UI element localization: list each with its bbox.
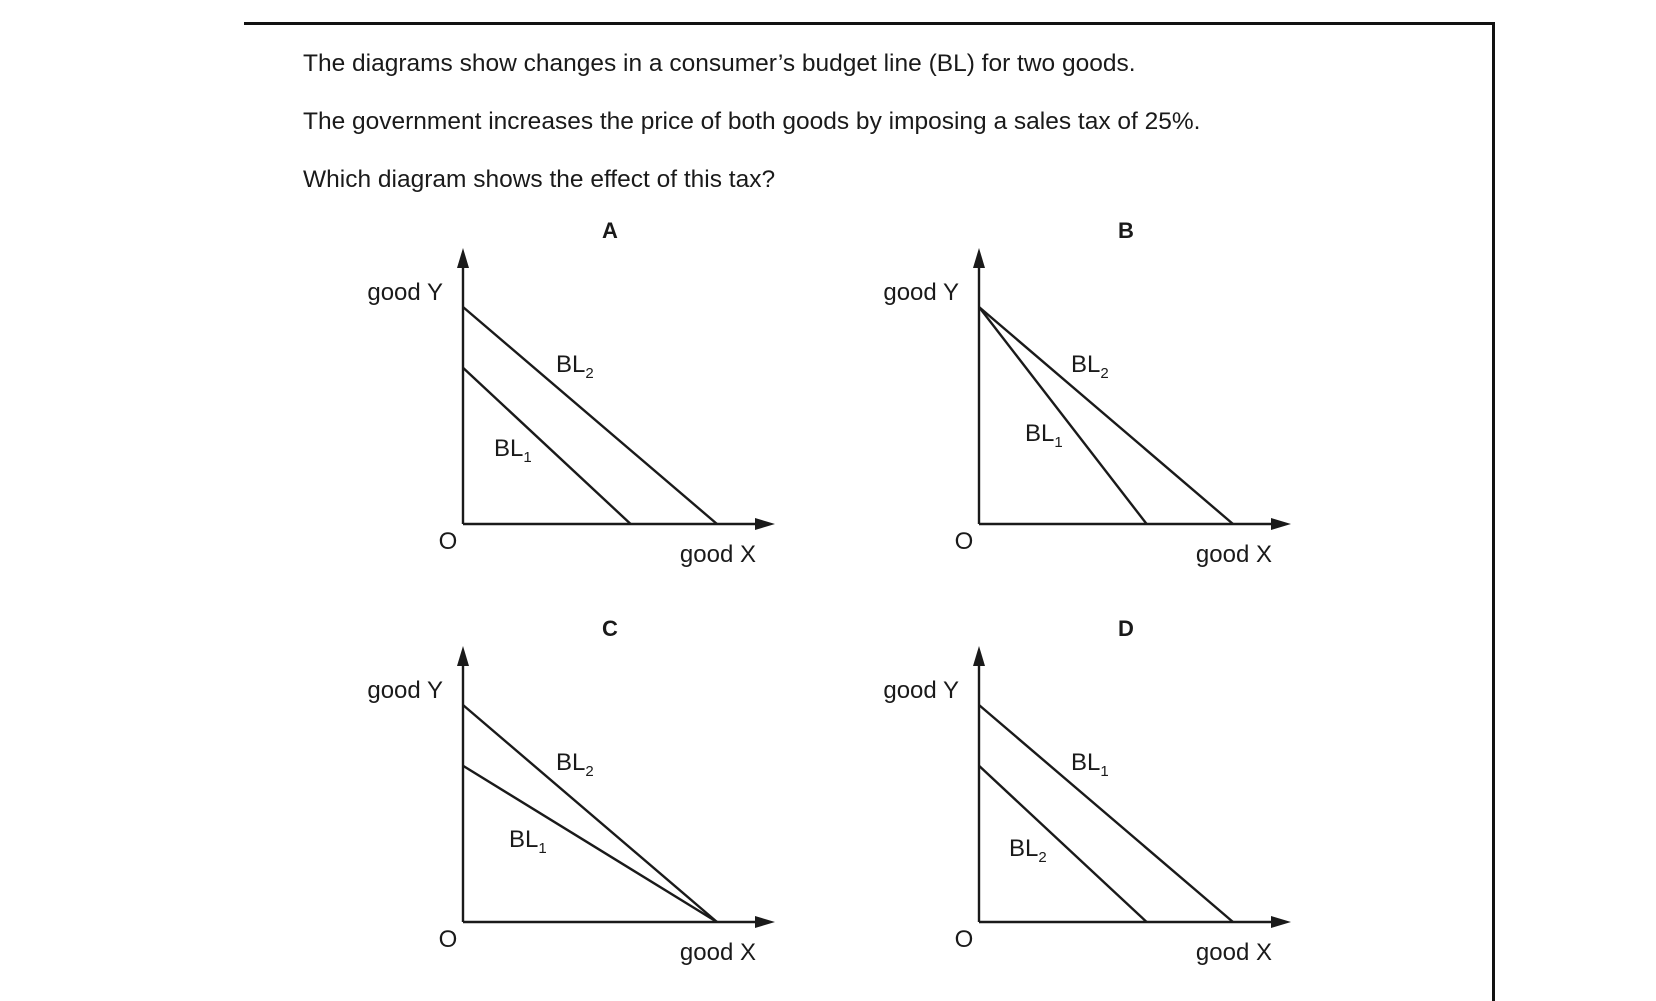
x-axis-label: good X — [1195, 939, 1272, 966]
budget-line-label-subscript: 2 — [1100, 365, 1109, 382]
x-axis-arrow-icon — [755, 916, 775, 928]
budget-line-label-name: BL — [494, 435, 524, 462]
budget-line-label-subscript: 1 — [538, 840, 547, 857]
budget-line-label — [1071, 351, 1109, 382]
budget-line-label-subscript: 1 — [523, 449, 532, 466]
panel-letter: C — [602, 616, 618, 641]
origin-label: O — [438, 926, 458, 953]
x-axis-arrow-icon — [755, 518, 775, 530]
budget-line-label-name: BL — [1025, 420, 1055, 447]
panel-d — [883, 616, 1291, 966]
y-axis-label: good Y — [367, 279, 443, 306]
budget-line-label — [556, 351, 594, 382]
budget-line-bl1 — [463, 766, 717, 922]
budget-line-label-name: BL — [556, 351, 586, 378]
budget-line-bl1 — [979, 307, 1147, 524]
budget-line-label-name: BL — [556, 749, 586, 776]
panel-c — [367, 616, 775, 966]
y-axis-arrow-icon — [973, 248, 985, 268]
budget-line-label-name: BL — [1071, 749, 1101, 776]
budget-line-bl2 — [463, 307, 717, 524]
x-axis-arrow-icon — [1271, 916, 1291, 928]
budget-line-bl1 — [979, 705, 1233, 922]
question-text-line-3: Which diagram shows the effect of this tax? — [303, 166, 776, 193]
y-axis-arrow-icon — [457, 646, 469, 666]
panel-letter: A — [602, 218, 618, 243]
budget-line-bl1 — [463, 368, 631, 524]
budget-line-label — [494, 435, 532, 466]
panel-a — [367, 218, 775, 568]
question-text-line-2: The government increases the price of both goods by imposing a sales tax of 25%. — [303, 108, 1201, 135]
y-axis-arrow-icon — [973, 646, 985, 666]
budget-line-label — [556, 749, 594, 780]
budget-line-label-name: BL — [509, 826, 539, 853]
x-axis-label: good X — [679, 939, 756, 966]
origin-label: O — [954, 528, 974, 555]
x-axis-arrow-icon — [1271, 518, 1291, 530]
budget-line-label-subscript: 1 — [1100, 763, 1109, 780]
budget-line-label — [1025, 420, 1063, 451]
panel-b — [883, 218, 1291, 568]
y-axis-label: good Y — [367, 677, 443, 704]
budget-line-bl2 — [979, 766, 1147, 922]
y-axis-arrow-icon — [457, 248, 469, 268]
budget-line-label-subscript: 2 — [585, 365, 594, 382]
budget-line-label — [509, 826, 547, 857]
y-axis-label: good Y — [883, 279, 959, 306]
budget-line-label-subscript: 2 — [585, 763, 594, 780]
budget-line-label-subscript: 1 — [1054, 434, 1063, 451]
budget-line-label-name: BL — [1071, 351, 1101, 378]
budget-line-bl2 — [463, 705, 717, 922]
panel-letter: B — [1118, 218, 1134, 243]
question-text-line-1: The diagrams show changes in a consumer’s budget line (BL) for two goods. — [303, 50, 1136, 77]
budget-line-label-name: BL — [1009, 835, 1039, 862]
origin-label: O — [438, 528, 458, 555]
x-axis-label: good X — [679, 541, 756, 568]
y-axis-label: good Y — [883, 677, 959, 704]
x-axis-label: good X — [1195, 541, 1272, 568]
origin-label: O — [954, 926, 974, 953]
budget-line-label — [1009, 835, 1047, 866]
panel-letter: D — [1118, 616, 1134, 641]
budget-line-label — [1071, 749, 1109, 780]
budget-line-label-subscript: 2 — [1038, 849, 1047, 866]
budget-line-bl2 — [979, 307, 1233, 524]
